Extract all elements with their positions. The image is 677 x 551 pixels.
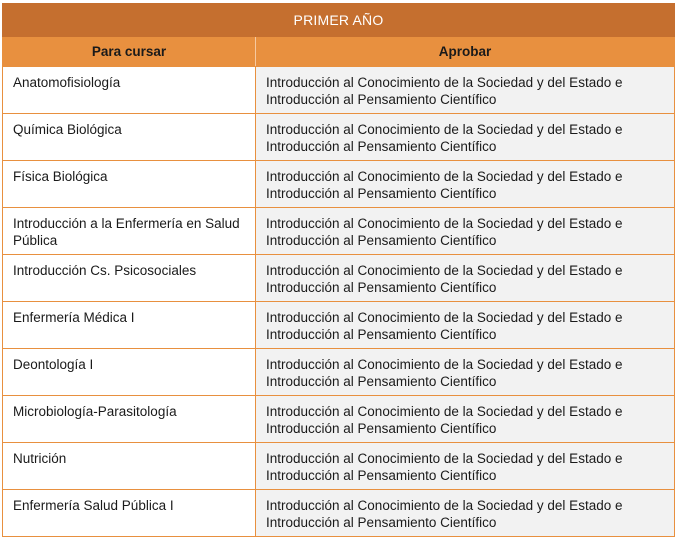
table-row (3, 396, 675, 443)
table-row (3, 208, 675, 255)
table-title: PRIMER AÑO (3, 4, 675, 37)
subject-cell: Introducción a la Enfermería en Salud Pública (3, 208, 256, 255)
requirement-cell: Introducción al Conocimiento de la Sociedad y del Estado e Introducción al Pensamiento Científico (256, 443, 675, 490)
requirement-cell: Introducción al Conocimiento de la Sociedad y del Estado e Introducción al Pensamiento Científico (256, 255, 675, 302)
requirement-cell: Introducción al Conocimiento de la Sociedad y del Estado e Introducción al Pensamiento Científico (256, 349, 675, 396)
subject-cell: Deontología I (3, 349, 256, 396)
table-row (3, 349, 675, 396)
table-row (3, 490, 675, 537)
table-row (3, 67, 675, 114)
table-row (3, 161, 675, 208)
requirement-cell: Introducción al Conocimiento de la Sociedad y del Estado e Introducción al Pensamiento Científico (256, 208, 675, 255)
subject-cell: Nutrición (3, 443, 256, 490)
requirements-table-container (2, 3, 674, 537)
table-row (3, 302, 675, 349)
requirement-cell: Introducción al Conocimiento de la Sociedad y del Estado e Introducción al Pensamiento Científico (256, 161, 675, 208)
subject-cell: Introducción Cs. Psicosociales (3, 255, 256, 302)
subject-cell: Enfermería Médica I (3, 302, 256, 349)
subject-cell: Química Biológica (3, 114, 256, 161)
table-row (3, 114, 675, 161)
requirement-cell: Introducción al Conocimiento de la Sociedad y del Estado e Introducción al Pensamiento Científico (256, 396, 675, 443)
requirement-cell: Introducción al Conocimiento de la Sociedad y del Estado e Introducción al Pensamiento Científico (256, 67, 675, 114)
subject-cell: Anatomofisiología (3, 67, 256, 114)
table-header-row (3, 37, 675, 67)
table-row (3, 255, 675, 302)
table-title-row (3, 4, 675, 37)
column-header-para-cursar: Para cursar (3, 37, 256, 67)
subject-cell: Microbiología-Parasitología (3, 396, 256, 443)
table-row (3, 443, 675, 490)
subject-cell: Física Biológica (3, 161, 256, 208)
requirement-cell: Introducción al Conocimiento de la Sociedad y del Estado e Introducción al Pensamiento Científico (256, 114, 675, 161)
requirement-cell: Introducción al Conocimiento de la Sociedad y del Estado e Introducción al Pensamiento Científico (256, 490, 675, 537)
subject-cell: Enfermería Salud Pública I (3, 490, 256, 537)
requirement-cell: Introducción al Conocimiento de la Sociedad y del Estado e Introducción al Pensamiento Científico (256, 302, 675, 349)
column-header-aprobar: Aprobar (256, 37, 675, 67)
requirements-table (2, 3, 675, 537)
